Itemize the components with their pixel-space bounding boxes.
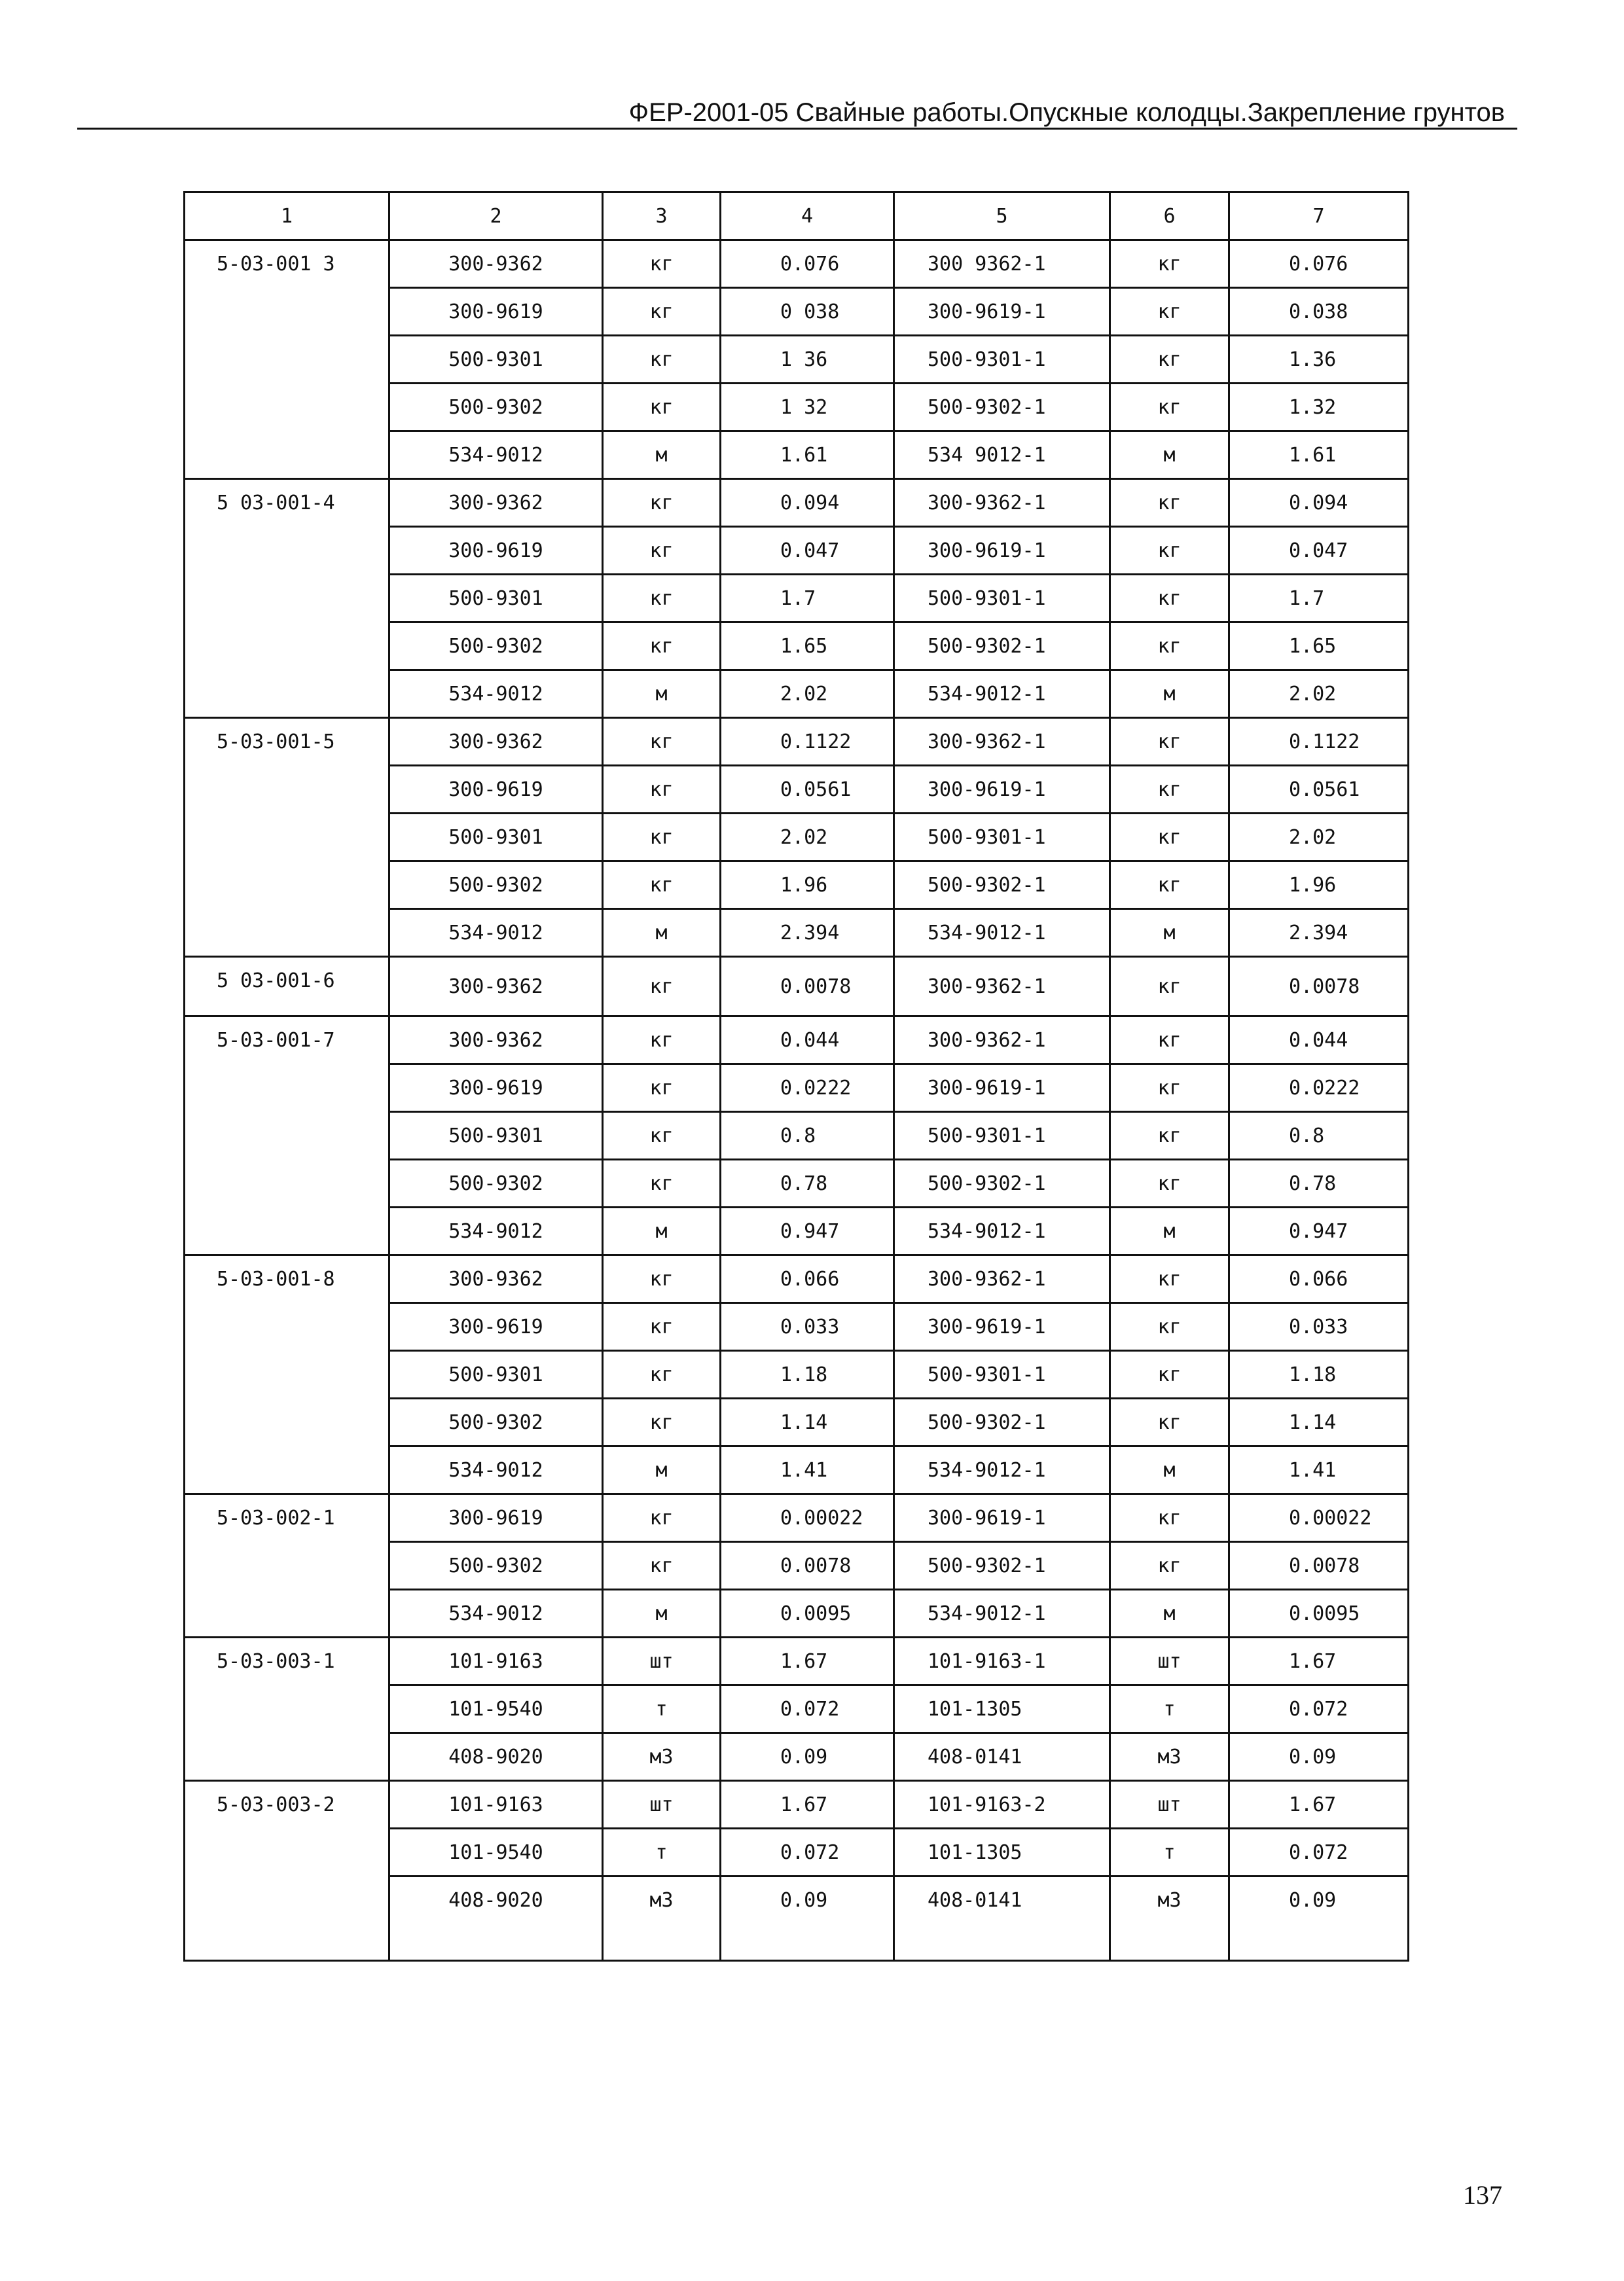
replacement-quantity-cell: 1.65: [1229, 622, 1409, 670]
resource-code-cell: 300-9619: [389, 288, 603, 336]
replacement-unit-cell: шт: [1110, 1638, 1229, 1685]
replacement-code-cell: 534-9012-1: [894, 1446, 1110, 1494]
replacement-code-cell: 534-9012-1: [894, 1590, 1110, 1638]
replacement-quantity-cell: 1.36: [1229, 336, 1409, 384]
replacement-unit-cell: м: [1110, 1208, 1229, 1255]
quantity-cell: 0.072: [721, 1829, 894, 1877]
unit-cell: кг: [603, 1016, 721, 1064]
resource-code-cell: 500-9301: [389, 1112, 603, 1160]
quantity-cell: 0.09: [721, 1877, 894, 1961]
replacement-quantity-cell: 0.072: [1229, 1685, 1409, 1733]
replacement-quantity-cell: 1.61: [1229, 431, 1409, 479]
replacement-unit-cell: кг: [1110, 1303, 1229, 1351]
replacement-unit-cell: кг: [1110, 1112, 1229, 1160]
resource-code-cell: 408-9020: [389, 1877, 603, 1961]
replacement-unit-cell: кг: [1110, 1016, 1229, 1064]
document-header-title: ФЕР-2001-05 Свайные работы.Опускные колодцы.Закрепление грунтов: [628, 98, 1505, 127]
unit-cell: кг: [603, 957, 721, 1016]
replacement-unit-cell: кг: [1110, 575, 1229, 622]
quantity-cell: 1.18: [721, 1351, 894, 1399]
replacement-code-cell: 101-9163-2: [894, 1781, 1110, 1829]
replacement-quantity-cell: 0.947: [1229, 1208, 1409, 1255]
replacement-unit-cell: кг: [1110, 336, 1229, 384]
replacement-unit-cell: кг: [1110, 718, 1229, 766]
replacement-quantity-cell: 0.094: [1229, 479, 1409, 527]
unit-cell: т: [603, 1685, 721, 1733]
replacement-quantity-cell: 0.0222: [1229, 1064, 1409, 1112]
resource-code-cell: 300-9362: [389, 240, 603, 288]
replacement-unit-cell: кг: [1110, 766, 1229, 814]
unit-cell: кг: [603, 1494, 721, 1542]
replacement-quantity-cell: 2.02: [1229, 670, 1409, 718]
replacement-quantity-cell: 0.066: [1229, 1255, 1409, 1303]
rate-code-cell: 5-03-001 3: [185, 240, 389, 479]
quantity-cell: 1.67: [721, 1781, 894, 1829]
unit-cell: кг: [603, 240, 721, 288]
replacement-unit-cell: м: [1110, 1446, 1229, 1494]
rate-code-cell: 5-03-001-8: [185, 1255, 389, 1494]
resource-code-cell: 101-9540: [389, 1685, 603, 1733]
resource-code-cell: 101-9540: [389, 1829, 603, 1877]
unit-cell: кг: [603, 718, 721, 766]
replacement-code-cell: 500-9301-1: [894, 575, 1110, 622]
table-row: [185, 1638, 1409, 1685]
quantity-cell: 1 32: [721, 384, 894, 431]
resource-code-cell: 300-9619: [389, 1064, 603, 1112]
replacement-unit-cell: кг: [1110, 861, 1229, 909]
replacement-quantity-cell: 1.14: [1229, 1399, 1409, 1446]
replacement-code-cell: 300-9362-1: [894, 479, 1110, 527]
table-row: [185, 1255, 1409, 1303]
replacement-code-cell: 534-9012-1: [894, 1208, 1110, 1255]
resource-code-cell: 300-9362: [389, 479, 603, 527]
replacement-unit-cell: кг: [1110, 288, 1229, 336]
resource-code-cell: 534-9012: [389, 1446, 603, 1494]
replacement-unit-cell: кг: [1110, 1494, 1229, 1542]
quantity-cell: 0.947: [721, 1208, 894, 1255]
quantity-cell: 1.14: [721, 1399, 894, 1446]
replacement-quantity-cell: 2.02: [1229, 814, 1409, 861]
replacement-code-cell: 300-9362-1: [894, 957, 1110, 1016]
replacement-quantity-cell: 1.96: [1229, 861, 1409, 909]
quantity-cell: 1.7: [721, 575, 894, 622]
replacement-unit-cell: кг: [1110, 527, 1229, 575]
replacement-unit-cell: кг: [1110, 479, 1229, 527]
column-header: 4: [721, 192, 894, 240]
unit-cell: кг: [603, 384, 721, 431]
header-rule: [77, 128, 1517, 130]
resource-code-cell: 500-9302: [389, 861, 603, 909]
replacement-code-cell: 500-9301-1: [894, 1112, 1110, 1160]
resource-code-cell: 500-9302: [389, 1542, 603, 1590]
replacement-code-cell: 408-0141: [894, 1877, 1110, 1961]
quantity-cell: 1.96: [721, 861, 894, 909]
replacement-unit-cell: т: [1110, 1829, 1229, 1877]
replacement-unit-cell: м3: [1110, 1733, 1229, 1781]
resource-code-cell: 534-9012: [389, 670, 603, 718]
quantity-cell: 0.094: [721, 479, 894, 527]
replacement-unit-cell: м: [1110, 1590, 1229, 1638]
table-row: [185, 479, 1409, 527]
resource-code-cell: 300-9362: [389, 718, 603, 766]
unit-cell: м: [603, 1590, 721, 1638]
replacement-unit-cell: кг: [1110, 1542, 1229, 1590]
resource-code-cell: 300-9362: [389, 957, 603, 1016]
quantity-cell: 0.1122: [721, 718, 894, 766]
replacement-code-cell: 500-9301-1: [894, 1351, 1110, 1399]
resource-code-cell: 300-9362: [389, 1016, 603, 1064]
replacement-unit-cell: кг: [1110, 1160, 1229, 1208]
replacement-code-cell: 300-9619-1: [894, 766, 1110, 814]
unit-cell: кг: [603, 1160, 721, 1208]
replacement-code-cell: 300-9362-1: [894, 1016, 1110, 1064]
replacement-quantity-cell: 2.394: [1229, 909, 1409, 957]
replacement-code-cell: 500-9302-1: [894, 1542, 1110, 1590]
replacement-quantity-cell: 0.09: [1229, 1733, 1409, 1781]
unit-cell: кг: [603, 1112, 721, 1160]
unit-cell: кг: [603, 288, 721, 336]
replacement-code-cell: 300-9619-1: [894, 1494, 1110, 1542]
unit-cell: кг: [603, 861, 721, 909]
replacement-quantity-cell: 0.0078: [1229, 957, 1409, 1016]
unit-cell: кг: [603, 527, 721, 575]
replacement-code-cell: 500-9301-1: [894, 336, 1110, 384]
table-header-row: [185, 192, 1409, 240]
unit-cell: кг: [603, 814, 721, 861]
quantity-cell: 0.033: [721, 1303, 894, 1351]
quantity-cell: 0.09: [721, 1733, 894, 1781]
unit-cell: кг: [603, 479, 721, 527]
column-header: 2: [389, 192, 603, 240]
replacement-unit-cell: кг: [1110, 622, 1229, 670]
unit-cell: кг: [603, 1255, 721, 1303]
unit-cell: кг: [603, 766, 721, 814]
unit-cell: м3: [603, 1877, 721, 1961]
column-header: 3: [603, 192, 721, 240]
replacement-code-cell: 101-1305: [894, 1829, 1110, 1877]
replacement-quantity-cell: 0.076: [1229, 240, 1409, 288]
unit-cell: м: [603, 670, 721, 718]
replacement-quantity-cell: 1.67: [1229, 1781, 1409, 1829]
replacement-code-cell: 300 9362-1: [894, 240, 1110, 288]
quantity-cell: 2.394: [721, 909, 894, 957]
replacement-code-cell: 300-9362-1: [894, 718, 1110, 766]
replacement-unit-cell: кг: [1110, 384, 1229, 431]
replacement-quantity-cell: 0.033: [1229, 1303, 1409, 1351]
resource-code-cell: 500-9302: [389, 384, 603, 431]
resource-code-cell: 500-9302: [389, 622, 603, 670]
replacement-quantity-cell: 0.8: [1229, 1112, 1409, 1160]
column-header: 5: [894, 192, 1110, 240]
resource-code-cell: 500-9301: [389, 336, 603, 384]
replacement-quantity-cell: 1.7: [1229, 575, 1409, 622]
resource-code-cell: 500-9301: [389, 814, 603, 861]
resource-code-cell: 534-9012: [389, 431, 603, 479]
unit-cell: кг: [603, 1351, 721, 1399]
rate-code-cell: 5-03-003-2: [185, 1781, 389, 1961]
replacement-unit-cell: кг: [1110, 1351, 1229, 1399]
resource-code-cell: 101-9163: [389, 1781, 603, 1829]
quantity-cell: 0.047: [721, 527, 894, 575]
resource-code-cell: 300-9362: [389, 1255, 603, 1303]
rate-code-cell: 5-03-001-7: [185, 1016, 389, 1255]
resource-code-cell: 101-9163: [389, 1638, 603, 1685]
quantity-cell: 1.65: [721, 622, 894, 670]
replacement-code-cell: 101-1305: [894, 1685, 1110, 1733]
unit-cell: м3: [603, 1733, 721, 1781]
replacement-code-cell: 300-9619-1: [894, 288, 1110, 336]
unit-cell: шт: [603, 1638, 721, 1685]
replacement-quantity-cell: 0.047: [1229, 527, 1409, 575]
replacement-code-cell: 300-9619-1: [894, 1303, 1110, 1351]
replacement-code-cell: 500-9302-1: [894, 1160, 1110, 1208]
replacement-quantity-cell: 0.0561: [1229, 766, 1409, 814]
unit-cell: кг: [603, 622, 721, 670]
replacement-unit-cell: шт: [1110, 1781, 1229, 1829]
table-row: [185, 957, 1409, 1016]
resource-code-cell: 300-9619: [389, 1303, 603, 1351]
unit-cell: шт: [603, 1781, 721, 1829]
table-row: [185, 1494, 1409, 1542]
quantity-cell: 0.066: [721, 1255, 894, 1303]
resource-code-cell: 500-9301: [389, 575, 603, 622]
rate-code-cell: 5-03-001-5: [185, 718, 389, 957]
replacement-code-cell: 300-9362-1: [894, 1255, 1110, 1303]
unit-cell: т: [603, 1829, 721, 1877]
unit-cell: м: [603, 909, 721, 957]
quantity-cell: 0.78: [721, 1160, 894, 1208]
column-header: 1: [185, 192, 389, 240]
quantity-cell: 0.0078: [721, 1542, 894, 1590]
resource-code-cell: 534-9012: [389, 1208, 603, 1255]
unit-cell: кг: [603, 336, 721, 384]
replacement-code-cell: 500-9301-1: [894, 814, 1110, 861]
rate-code-cell: 5-03-003-1: [185, 1638, 389, 1781]
replacement-unit-cell: кг: [1110, 1064, 1229, 1112]
rate-code-cell: 5 03-001-6: [185, 957, 389, 1016]
quantity-cell: 1.41: [721, 1446, 894, 1494]
unit-cell: кг: [603, 1303, 721, 1351]
replacement-code-cell: 500-9302-1: [894, 1399, 1110, 1446]
replacement-code-cell: 534 9012-1: [894, 431, 1110, 479]
replacement-unit-cell: кг: [1110, 240, 1229, 288]
quantity-cell: 0.00022: [721, 1494, 894, 1542]
table-row: [185, 1781, 1409, 1829]
table-row: [185, 718, 1409, 766]
quantity-cell: 2.02: [721, 814, 894, 861]
quantity-cell: 0.072: [721, 1685, 894, 1733]
replacement-quantity-cell: 1.18: [1229, 1351, 1409, 1399]
replacement-quantity-cell: 1.41: [1229, 1446, 1409, 1494]
table-row: [185, 1016, 1409, 1064]
rate-code-cell: 5-03-002-1: [185, 1494, 389, 1638]
replacement-quantity-cell: 0.09: [1229, 1877, 1409, 1961]
replacement-code-cell: 500-9302-1: [894, 622, 1110, 670]
replacement-quantity-cell: 0.00022: [1229, 1494, 1409, 1542]
resource-code-cell: 300-9619: [389, 1494, 603, 1542]
quantity-cell: 0.0095: [721, 1590, 894, 1638]
replacement-code-cell: 300-9619-1: [894, 527, 1110, 575]
replacement-quantity-cell: 0.072: [1229, 1829, 1409, 1877]
unit-cell: кг: [603, 575, 721, 622]
replacement-unit-cell: м3: [1110, 1877, 1229, 1961]
resource-code-cell: 500-9302: [389, 1399, 603, 1446]
unit-cell: кг: [603, 1399, 721, 1446]
quantity-cell: 0.076: [721, 240, 894, 288]
unit-cell: м: [603, 431, 721, 479]
quantity-cell: 1.61: [721, 431, 894, 479]
replacement-unit-cell: м: [1110, 431, 1229, 479]
quantity-cell: 0.0561: [721, 766, 894, 814]
rate-code-cell: 5 03-001-4: [185, 479, 389, 718]
replacement-quantity-cell: 0.1122: [1229, 718, 1409, 766]
quantity-cell: 2.02: [721, 670, 894, 718]
quantity-cell: 1 36: [721, 336, 894, 384]
replacement-unit-cell: кг: [1110, 1255, 1229, 1303]
resource-code-cell: 534-9012: [389, 909, 603, 957]
replacement-unit-cell: т: [1110, 1685, 1229, 1733]
resource-table: [183, 191, 1409, 1962]
quantity-cell: 0.0222: [721, 1064, 894, 1112]
resource-code-cell: 408-9020: [389, 1733, 603, 1781]
resource-code-cell: 500-9302: [389, 1160, 603, 1208]
replacement-quantity-cell: 0.0078: [1229, 1542, 1409, 1590]
table-row: [185, 240, 1409, 288]
unit-cell: м: [603, 1446, 721, 1494]
replacement-code-cell: 101-9163-1: [894, 1638, 1110, 1685]
resource-code-cell: 300-9619: [389, 527, 603, 575]
unit-cell: кг: [603, 1064, 721, 1112]
replacement-quantity-cell: 0.044: [1229, 1016, 1409, 1064]
unit-cell: м: [603, 1208, 721, 1255]
replacement-quantity-cell: 1.67: [1229, 1638, 1409, 1685]
replacement-code-cell: 534-9012-1: [894, 909, 1110, 957]
quantity-cell: 0 038: [721, 288, 894, 336]
replacement-quantity-cell: 0.78: [1229, 1160, 1409, 1208]
column-header: 6: [1110, 192, 1229, 240]
page-number: 137: [1463, 2180, 1502, 2210]
resource-code-cell: 500-9301: [389, 1351, 603, 1399]
quantity-cell: 1.67: [721, 1638, 894, 1685]
replacement-unit-cell: м: [1110, 670, 1229, 718]
resource-code-cell: 534-9012: [389, 1590, 603, 1638]
quantity-cell: 0.044: [721, 1016, 894, 1064]
unit-cell: кг: [603, 1542, 721, 1590]
replacement-code-cell: 500-9302-1: [894, 861, 1110, 909]
quantity-cell: 0.0078: [721, 957, 894, 1016]
replacement-unit-cell: кг: [1110, 957, 1229, 1016]
quantity-cell: 0.8: [721, 1112, 894, 1160]
column-header: 7: [1229, 192, 1409, 240]
resource-code-cell: 300-9619: [389, 766, 603, 814]
replacement-quantity-cell: 1.32: [1229, 384, 1409, 431]
replacement-unit-cell: м: [1110, 909, 1229, 957]
replacement-code-cell: 300-9619-1: [894, 1064, 1110, 1112]
replacement-quantity-cell: 0.038: [1229, 288, 1409, 336]
replacement-code-cell: 408-0141: [894, 1733, 1110, 1781]
table-body: [185, 240, 1409, 1961]
replacement-code-cell: 534-9012-1: [894, 670, 1110, 718]
replacement-code-cell: 500-9302-1: [894, 384, 1110, 431]
replacement-unit-cell: кг: [1110, 1399, 1229, 1446]
replacement-unit-cell: кг: [1110, 814, 1229, 861]
replacement-quantity-cell: 0.0095: [1229, 1590, 1409, 1638]
